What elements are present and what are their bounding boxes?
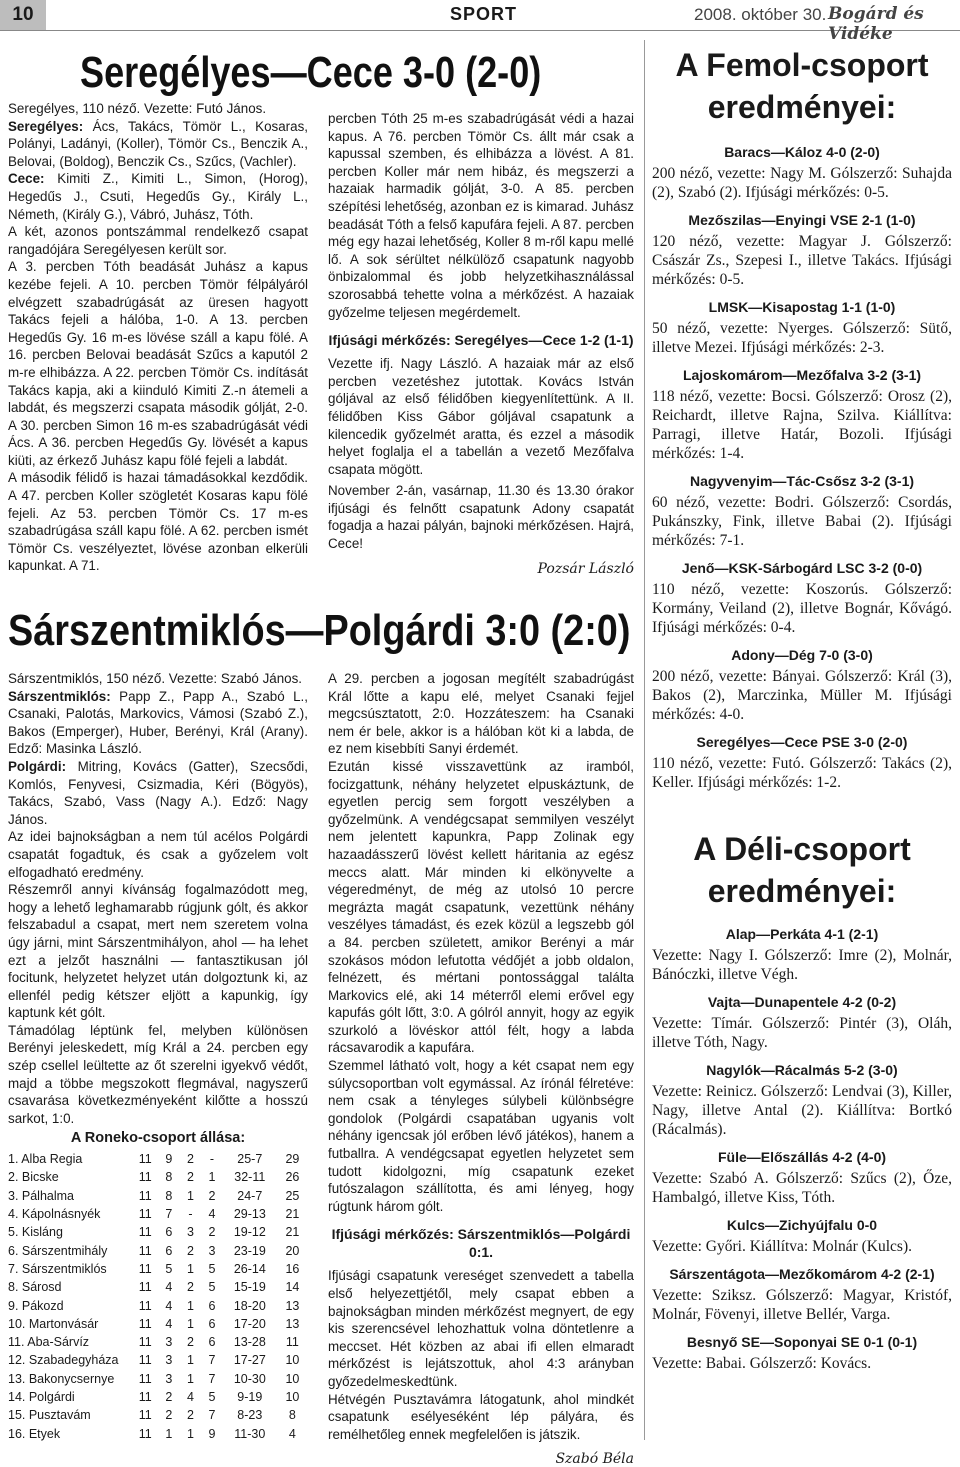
stat-cell: - <box>209 1152 215 1167</box>
paragraph: Ezután kissé visszavettünk az iramból, focizgattunk, néhány helyzetet elpuskáztunk, de egyetlen percig sem forgott veszélyben a győzelmünk. A vendégcsapat semmilyen veszélyt nem jelentett kapunkra, Papp Zolinak egy hazaadásszerű lövést kellett háritania az egész meccs alatt. Már minden ki elkönyvelte a végeredményt, de még az utolsó 10 percre megrázta magát csapatunk, vezettünk néhány veszélyes támadást, és ezek közül a legszebb gól a 84. percben született, amikor Berényi a már szokásos módon lefutotta védőjét a jobb oldalon, felnézett, és mértani pontossággal találta Markovics elé, aki 14 méterről elemi erővel egy kapufás gólt lőtt, 3:0. A gólról annyit, hogy az egyik szurkoló a lövéskor attól félt, hogy a labda rácsavarodik a kapufára. <box>328 758 634 1056</box>
stat-cell: 15-19 <box>233 1280 266 1295</box>
team-name-cell: 1. Alba Regia <box>8 1152 83 1167</box>
stat-cell: 11 <box>138 1243 152 1258</box>
stat-cell: 7 <box>208 1408 216 1423</box>
paragraph: November 2-án, vasárnap, 11.30 és 13.30 órakor ifjúsági és felnőtt csapatunk Adony csapatát fogadja a hazai pályán, bajnoki mérkőzésen. Hajrá, Cece! <box>328 483 634 552</box>
stat-cell: 25-7 <box>237 1152 263 1167</box>
stat-cell: 21 <box>285 1225 300 1240</box>
results-sidebar <box>652 44 952 1373</box>
stat-cell: 5 <box>208 1390 216 1404</box>
stat-cell: 4 <box>288 1426 296 1441</box>
team-name-cell: 12. Szabadegyháza <box>8 1353 119 1368</box>
paragraph: A 3. percben Tóth beadását Juhász a kapus kezébe fejeli. A 10. percben Tömör félpályáról elvégzett szabadrúgását az üresen hagyott Takács fejeli a hálóba, 1-0. A 13. percben Hegedűs Gy. 16 m-es lövése száll a kapu fölé. A 16. percben Belovai beadását Szűcs a kaputól 2 m-re elhibázza. A 22. percben Tömör Cs. indítását Takács kapja, aki a kiinduló Kimiti Z.-n átemeli a labdát, és megszerzi csapata második gólját, 2-0. A 30. percben Simon 16 m-es szabadrúgását védi Ács. A 36. percben Hegedűs Gy. lövését a kapus kiüti, az érkező Juhász kapu fölé fejeli a labdát. <box>8 259 308 468</box>
table-row <box>8 1424 308 1442</box>
paragraph: percben Tóth 25 m-es szabadrúgását védi a hazai kapus. A 76. percben Tömör Cs. állt már csak a kapussal szemben, és elhibázza a lövést. A 81. percben Koller már nem hibáz, és megszerzi a hazaiak harmadik gólját, 3-0. A 85. percben szépítési lehetőség, azonban ez is kimarad. Juhász beadását Tóth a felső kapufára fejeli. A 87. percben még egy hazai lehetőség, Koller 8 m-ről kapu mellé lő. A sok sérültet nélkülöző csapatunk nagyobb önbizalommal és jobb helyzetkihasználással szorosabbá tehette volna a mérkőzést. A hazaiak győzelme teljesen megérdemelt. <box>328 111 634 320</box>
stat-cell: 3 <box>165 1335 173 1350</box>
stat-cell: 19-12 <box>233 1225 266 1240</box>
stat-cell: 20 <box>285 1243 300 1258</box>
stat-cell: 6 <box>208 1316 216 1331</box>
stat-cell: 11 <box>138 1353 152 1368</box>
match-heading: Sárszentágota—Mezőkomárom 4-2 (2-1) <box>669 1266 935 1282</box>
stat-cell: 11 <box>138 1152 152 1167</box>
stat-cell: 11 <box>138 1170 152 1185</box>
table-row <box>8 1278 308 1296</box>
match-heading: Besnyő SE—Soponyai SE 0-1 (0-1) <box>686 1334 918 1350</box>
stat-cell: 5 <box>208 1261 216 1276</box>
stat-cell: 5 <box>165 1261 173 1276</box>
stat-cell: 14 <box>285 1280 300 1295</box>
stat-cell: 25 <box>285 1188 300 1203</box>
paragraph: A második félidő is hazai támadásokkal kezdődik. A 47. percben Koller szögletét Kosaras kapu fölé fejeli. Az 53. percben Tömör Cs. 17 m-es szabadrúgása száll kapu fölé. A 62. percben ismét Tömör Cs. veszélyeztet, lövése azonban elkerüli kapunkat. A 71. <box>8 470 308 574</box>
table-row <box>8 1296 308 1314</box>
team-name-cell: 6. Sárszentmihály <box>8 1243 108 1258</box>
stat-cell: 13 <box>285 1298 300 1313</box>
stat-cell: 11 <box>138 1335 152 1350</box>
stat-cell: 29-13 <box>233 1207 266 1222</box>
stat-cell: 8 <box>288 1408 296 1423</box>
stat-cell: 24-7 <box>237 1188 263 1203</box>
stat-cell: 11 <box>138 1298 152 1313</box>
stat-cell: 26 <box>285 1170 300 1185</box>
team-name-cell: 16. Etyek <box>8 1426 61 1441</box>
column-divider <box>644 40 645 1440</box>
paragraph: A 29. percben a jogosan megítélt szabadrúgást Král lőtte a kapu elé, melyet Csanaki fejjel megcsúsztatott, 2:0. Hozzáteszem: ha Csanaki nem ér bele, akkor is a hálóban köt ki a labda, de ez nem kisebbíti Sanyi érdemét. <box>328 671 634 757</box>
stat-cell: 4 <box>208 1207 216 1222</box>
stat-cell: 11 <box>285 1335 299 1350</box>
team-name-cell: 13. Bakonycsernye <box>8 1371 115 1386</box>
stat-cell: 17-27 <box>233 1353 266 1368</box>
stat-cell: 11 <box>138 1316 152 1331</box>
deli-group-title: A Déli-csoport eredményei: <box>693 831 911 909</box>
stat-cell: 11 <box>138 1426 152 1441</box>
paragraph: Ifjúsági csapatunk vereséget szenvedett a tabella első helyezettjétől, mely csapat ebben a bajnokságban minden mérkőzést megnyert, de egy kis szerencsével lehozhattuk volna döntetlenre a meccset. Hét közben az abai ifi ellen elmaradt mérkőzést is lejátszottuk, ahol 4:3 arányban győzedelmeskedtünk. <box>328 1268 634 1389</box>
match-details: Vezette: Szabó A. Gólszerző: Szűcs (2), Őze, Hambalgó, illetve Kiss, Tóth. <box>652 1170 952 1206</box>
stat-cell: 7 <box>165 1207 173 1222</box>
stat-cell: 1 <box>186 1371 194 1386</box>
stat-cell: 3 <box>165 1371 173 1386</box>
paragraph: Polgárdi: Mitring, Kovács (Gatter), Szecsődi, Komlós, Fenyvesi, Csizmadia, Kéri (Bögyös), Takács, Szabó, Vass (Nagy A.). Edző: Nagy János. <box>8 758 308 827</box>
stat-cell: 1 <box>186 1426 194 1441</box>
table-row <box>8 1351 308 1369</box>
table-row <box>8 1260 308 1278</box>
stat-cell: 3 <box>165 1353 173 1368</box>
article2-right-column <box>328 670 634 1467</box>
stat-cell: 2 <box>186 1335 194 1350</box>
stat-cell: 13 <box>285 1316 300 1331</box>
stat-cell: 26-14 <box>233 1261 266 1276</box>
match-details: 110 néző, vezette: Koszorús. Gólszerző: Kormány, Veiland (2), illetve Bognár, Kővágó. Ifjúsági mérkőzés: 0-4. <box>652 581 952 636</box>
match-details: Vezette: Sziksz. Gólszerző: Magyar, Kristóf, Molnár, Fövenyi, illetve Bellér, Varga. <box>652 1287 952 1323</box>
table-row <box>8 1388 308 1406</box>
stat-cell: 1 <box>165 1426 173 1441</box>
team-name-cell: 14. Polgárdi <box>8 1390 75 1404</box>
paragraph: Seregélyes: Ács, Takács, Tömör L., Kosaras, Polányi, Ladányi, (Koller), Tömör Cs., Benczik A., Belovai, (Boldog), Benczik Cs., Szűcs, (Vachler). <box>8 118 308 169</box>
match-heading: Seregélyes—Cece PSE 3-0 (2-0) <box>696 734 908 750</box>
paragraph: Seregélyes, 110 néző. Vezette: Futó János. <box>8 101 267 116</box>
table-row <box>8 1223 308 1241</box>
stat-cell: 4 <box>165 1298 173 1313</box>
stat-cell: 1 <box>186 1298 194 1313</box>
match-details: Vezette: Győri. Kiállítva: Molnár (Kulcs). <box>652 1238 912 1255</box>
stat-cell: 1 <box>186 1353 194 1368</box>
paragraph: Sárszentmiklós: Papp Z., Papp A., Szabó L., Csanaki, Palotás, Markovics, Vámosi (Szabó Z.), Bakos (Emperger), Huber, Berényi, Král (Arany). Edző: Masinka László. <box>8 688 308 757</box>
match-details: Vezette: Tímár. Gólszerző: Pintér (3), Oláh, illetve Tóth, Nagy. <box>652 1015 952 1051</box>
team-name-cell: 5. Kisláng <box>8 1225 63 1240</box>
page-number: 10 <box>0 0 46 30</box>
table-row <box>8 1205 308 1223</box>
author-signature: Szabó Béla <box>555 1451 634 1467</box>
stat-cell: 11 <box>138 1261 152 1276</box>
stat-cell: 17-20 <box>233 1316 266 1331</box>
team-name-cell: 7. Sárszentmiklós <box>8 1261 107 1276</box>
stat-cell: 8 <box>165 1170 173 1185</box>
standings-title: A Roneko-csoport állása: <box>70 1130 246 1146</box>
article1-title: Seregélyes—Cece 3-0 (2-0) <box>80 48 542 97</box>
paragraph: Cece: Kimiti Z., Kimiti L., Simon, (Horog), Hegedűs J., Csuti, Hegedűs Gy., Király L., Németh, (Király G.), Vábró, Juhász, Tóth. <box>8 171 308 222</box>
stat-cell: 23-19 <box>233 1243 266 1258</box>
match-heading: Vajta—Dunapentele 4-2 (0-2) <box>707 994 897 1010</box>
stat-cell: 21 <box>285 1207 300 1222</box>
standings-table <box>8 1130 308 1443</box>
stat-cell: 11 <box>138 1390 152 1404</box>
stat-cell: 2 <box>165 1390 173 1404</box>
table-row <box>8 1315 308 1333</box>
stat-cell: 8-23 <box>237 1408 263 1423</box>
article1-right-column <box>328 110 634 577</box>
stat-cell: 18-20 <box>233 1298 266 1313</box>
match-details: 120 néző, vezette: Magyar J. Gólszerző: Császár Zs., Szepesi I., illetve Takács. Ifjúsági mérkőzés: 0-5. <box>652 233 952 288</box>
match-heading: Lajoskomárom—Mezőfalva 3-2 (3-1) <box>682 367 922 383</box>
article2-left-column <box>8 670 308 1127</box>
match-details: Vezette: Babai. Gólszerző: Kovács. <box>652 1355 872 1372</box>
table-row <box>8 1241 308 1259</box>
section-label: SPORT <box>450 4 518 24</box>
stat-cell: 4 <box>165 1316 173 1331</box>
stat-cell: 8 <box>165 1188 173 1203</box>
stat-cell: 2 <box>186 1280 194 1295</box>
issue-date: 2008. október 30. <box>694 5 827 24</box>
stat-cell: 6 <box>208 1335 216 1350</box>
stat-cell: 5 <box>208 1280 216 1295</box>
stat-cell: 11 <box>138 1280 152 1295</box>
match-details: Vezette: Reinicz. Gólszerző: Lendvai (3), Killer, Nagy, illetve Antal (2). Kiállítva: Bortkó (Rácalmás). <box>652 1083 952 1138</box>
author-signature: Pozsár László <box>537 560 634 577</box>
match-details: 200 néző, vezette: Nagy M. Gólszerző: Suhajda (2), Szabó (2). Ifjúsági mérkőzés: 0-5. <box>652 165 952 201</box>
paragraph: Sárszentmiklós, 150 néző. Vezette: Szabó János. <box>8 671 303 686</box>
table-row <box>8 1370 308 1388</box>
stat-cell: 10 <box>285 1371 300 1386</box>
stat-cell: 9 <box>165 1152 173 1167</box>
team-name-cell: 15. Pusztavám <box>8 1408 91 1423</box>
page-header <box>0 0 960 44</box>
team-name-cell: 2. Bicske <box>8 1170 59 1185</box>
stat-cell: 1 <box>208 1170 216 1185</box>
stat-cell: 11 <box>138 1408 152 1423</box>
stat-cell: 3 <box>186 1225 194 1240</box>
team-name-cell: 11. Aba-Sárvíz <box>8 1335 90 1350</box>
match-details: 60 néző, vezette: Bodri. Gólszerző: Csordás, Pukánszky, Fink, illetve Babai (2). Ifjúsági mérkőzés: 7-1. <box>652 494 952 549</box>
stat-cell: 1 <box>186 1188 194 1203</box>
stat-cell: 11 <box>138 1225 152 1240</box>
stat-cell: 2 <box>208 1225 216 1240</box>
stat-cell: 11-30 <box>234 1426 266 1441</box>
match-heading: Mezőszilas—Enyingi VSE 2-1 (1-0) <box>688 212 916 228</box>
stat-cell: 9 <box>208 1426 216 1441</box>
table-row <box>8 1333 308 1351</box>
stat-cell: 6 <box>165 1243 173 1258</box>
stat-cell: 7 <box>208 1371 216 1386</box>
stat-cell: 6 <box>208 1298 216 1313</box>
paragraph: Támadólag léptünk fel, melyben különösen Berényi jeleskedett, míg Král a 24. percben egy szép csellel leültette az őt szerelni igyekvő védőt, majd a többe megszokott flegmával, nagyszerű csavarása következményeként kilőtte a hosszú sarkot, 1:0. <box>8 1022 308 1126</box>
stat-cell: 2 <box>186 1243 194 1258</box>
stat-cell: 11 <box>138 1207 152 1222</box>
match-heading: Füle—Előszállás 4-2 (4-0) <box>717 1149 887 1165</box>
youth-match-heading: Ifjúsági mérkőzés: Seregélyes—Cece 1-2 (1-1) <box>328 332 634 349</box>
stat-cell: 32-11 <box>234 1170 266 1185</box>
article2-title: Sárszentmiklós—Polgárdi 3:0 (2:0) <box>8 606 631 655</box>
stat-cell: 2 <box>186 1170 194 1185</box>
stat-cell: 3 <box>208 1243 216 1258</box>
team-name-cell: 4. Kápolnásnyék <box>8 1207 101 1222</box>
match-heading: Kulcs—Zichyújfalu 0-0 <box>726 1217 878 1233</box>
stat-cell: 6 <box>165 1225 173 1240</box>
paragraph: Az idei bajnokságban a nem túl acélos Polgárdi csapatát fogadtuk, és csak a győzelem volt elfogadható eredmény. <box>8 829 308 880</box>
match-details: 200 néző, vezette: Bányai. Gólszerző: Král (3), Bakos (2), Marczinka, Müller M. Ifjúsági mérkőzés: 4-0. <box>652 668 952 723</box>
stat-cell: 2 <box>208 1188 216 1203</box>
team-name-cell: 9. Pákozd <box>8 1298 64 1313</box>
team-name-cell: 8. Sárosd <box>8 1280 62 1295</box>
paragraph: Szemmel látható volt, hogy a két csapat nem egy súlycsoportban volt egymással. Az írónál félretéve: nem csak a tényleges súlybeli különbségre gondolok (Polgárdi csapatában ugyanis volt néhány igencsak jól erőben lévő játékos), hanem a futballra. A vendégcsapat egyetlen helyzetet sem tudott kidolgozni, míg csapatunk ezeket futószalagon szállította, és ami lényeg, hogy rúgtunk három gólt. <box>328 1058 634 1214</box>
team-name-cell: 10. Martonvásár <box>8 1316 99 1331</box>
stat-cell: 9-19 <box>237 1390 263 1404</box>
stat-cell: 29 <box>285 1152 300 1167</box>
match-heading: Jenő—KSK-Sárbogárd LSC 3-2 (0-0) <box>681 560 923 576</box>
stat-cell: 10 <box>285 1390 300 1404</box>
stat-cell: 1 <box>186 1316 194 1331</box>
match-details: 110 néző, vezette: Futó. Gólszerző: Takács (2), Keller. Ifjúsági mérkőzés: 1-2. <box>652 755 952 791</box>
femol-group-title: A Femol-csoport eredményei: <box>675 47 929 125</box>
paragraph: A két, azonos pontszámmal rendelkező csapat rangadójára Seregélyesen került sor. <box>8 224 308 257</box>
stat-cell: 10 <box>285 1353 300 1368</box>
stat-cell: 2 <box>186 1408 194 1423</box>
table-row <box>8 1150 308 1168</box>
stat-cell: 10-30 <box>233 1371 266 1386</box>
match-heading: Nagyvenyim—Tác-Csősz 3-2 (3-1) <box>689 473 915 489</box>
paragraph: Hétvégén Pusztavámra látogatunk, ahol mindkét csapatunk esélyeséként lép pályára, és remélhetőleg ennek megfelelően is játszik. <box>328 1391 634 1442</box>
match-details: 118 néző, vezette: Bocsi. Gólszerző: Orosz (2), Reichardt, illetve Rajna, Szilva. Kiállítva: Parragi, illetve Határ, Bozoli. Ifjúsági mérkőzés: 1-4. <box>652 388 952 462</box>
paragraph: Vezette ifj. Nagy László. A hazaiak már az első percben vezetéshez jutottak. Kovács István góljával az első félidőben kiegyenlítettünk. A II. félidőben Kiss Gábor góljával csapatunk a kilencedik győzelmét aratta, és ezzel a második helyet foglalja el a tabellán a vezető Mezőfalva csapata mögött. <box>328 356 634 477</box>
team-name-cell: 3. Pálhalma <box>8 1188 75 1203</box>
match-details: 50 néző, vezette: Nyerges. Gólszerző: Sütő, illetve Mezei. Ifjúsági mérkőzés: 2-3. <box>652 320 952 356</box>
newspaper-brand: Bogárd és Vidéke <box>828 4 924 44</box>
youth-match-heading: Ifjúsági mérkőzés: Sárszentmiklós—Polgárdi 0:1. <box>331 1226 631 1261</box>
stat-cell: 11 <box>138 1371 152 1386</box>
stat-cell: 1 <box>186 1261 194 1276</box>
stat-cell: 2 <box>165 1408 173 1423</box>
match-heading: Nagylók—Rácalmás 5-2 (3-0) <box>706 1062 898 1078</box>
paragraph: Részemről annyi kívánság fogalmazódott meg, hogy a lehető leghamarabb rúgjunk gólt, és akkor felszabadul a csapat, mert nem szeretem volna úgy járni, mint Sárszentmihályon, ahol — ha lehet ezt a jelzőt használni — fantasztikusan jól focitunk, helyzetet helyzet után dolgoztunk ki, az ellenfél pedig kétszer eljött a kapunkig, így kaptunk két gólt. <box>8 882 308 1021</box>
stat-cell: - <box>188 1207 193 1222</box>
table-row <box>8 1187 308 1205</box>
match-heading: Alap—Perkáta 4-1 (2-1) <box>725 926 879 942</box>
stat-cell: 11 <box>138 1188 152 1203</box>
table-row <box>8 1406 308 1424</box>
stat-cell: 7 <box>208 1353 216 1368</box>
match-details: Vezette: Nagy I. Gólszerző: Imre (2), Molnár, Bánóczki, illetve Végh. <box>652 947 952 983</box>
stat-cell: 4 <box>186 1390 194 1404</box>
match-heading: Baracs—Káloz 4-0 (2-0) <box>724 144 880 160</box>
stat-cell: 13-28 <box>233 1335 266 1350</box>
table-row <box>8 1168 308 1186</box>
stat-cell: 2 <box>186 1152 194 1167</box>
match-heading: Adony—Dég 7-0 (3-0) <box>731 647 873 663</box>
match-heading: LMSK—Kisapostag 1-1 (1-0) <box>708 299 896 315</box>
stat-cell: 16 <box>285 1261 300 1276</box>
stat-cell: 4 <box>165 1280 173 1295</box>
article1-left-column <box>8 100 308 575</box>
